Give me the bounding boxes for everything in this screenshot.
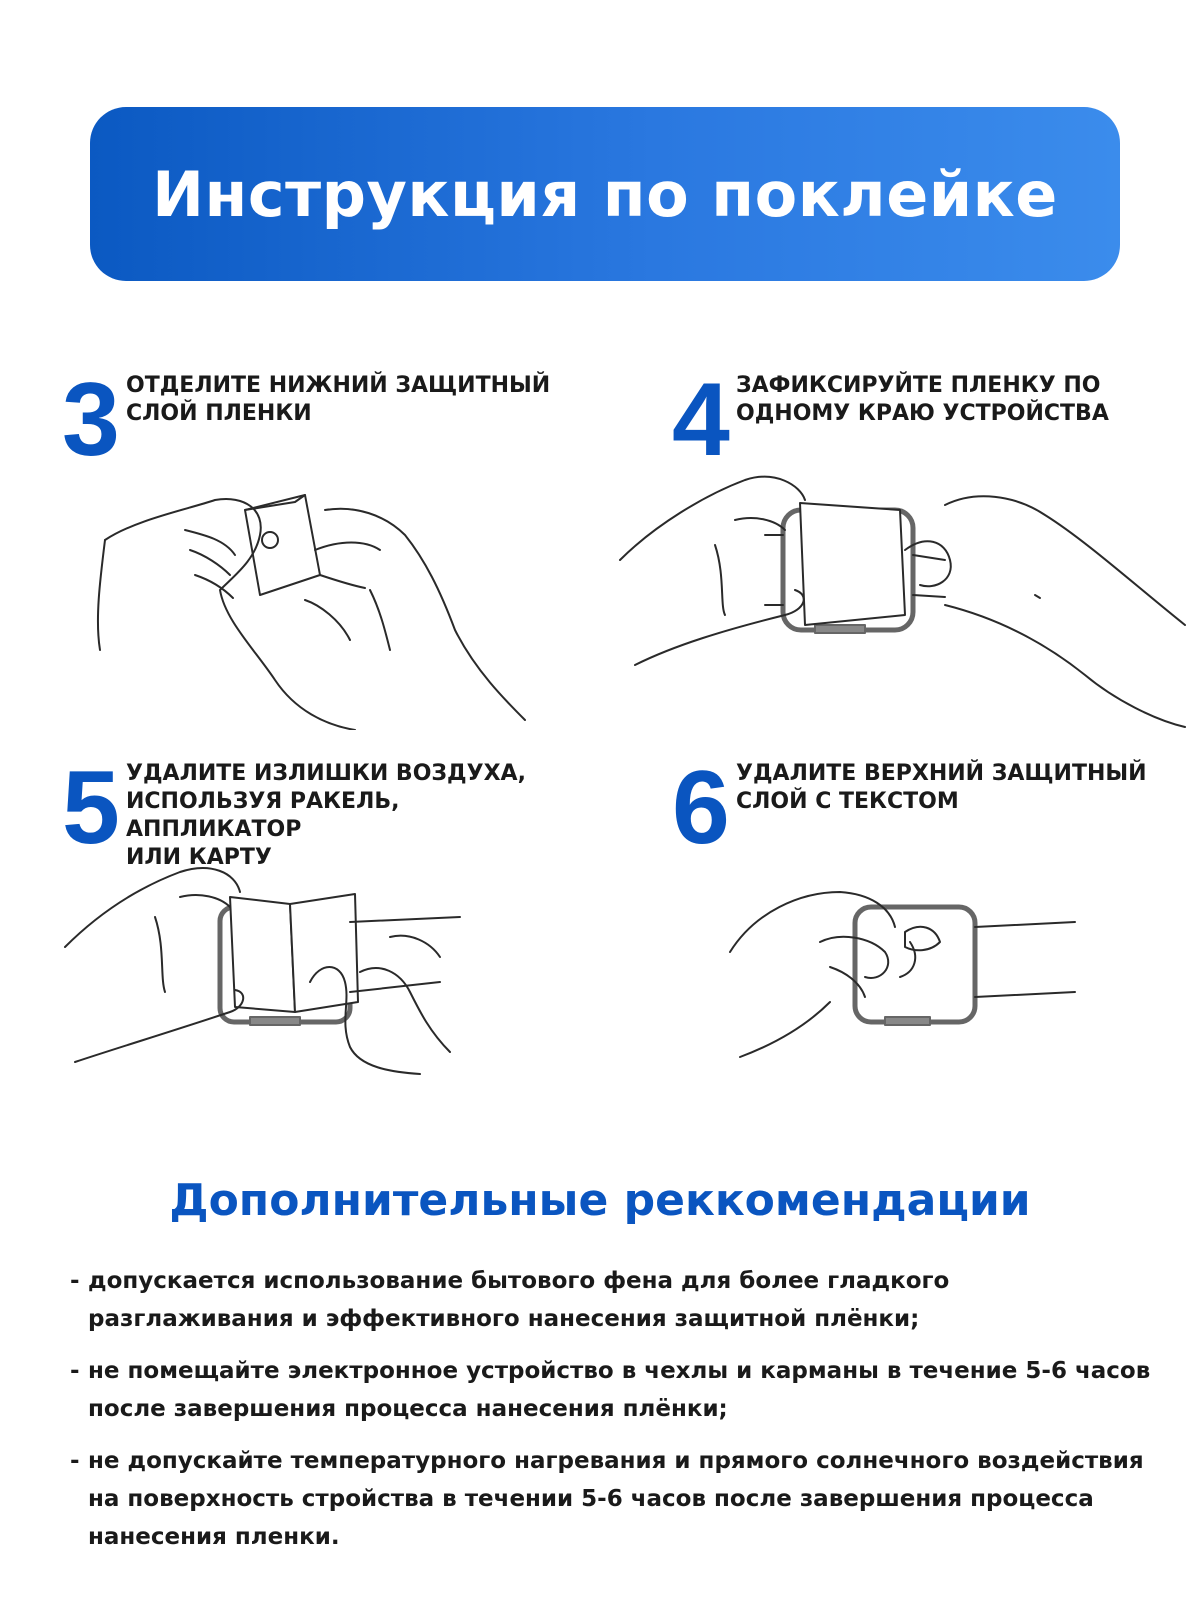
step-3: [62, 362, 582, 478]
list-dash: -: [70, 1358, 80, 1384]
step-number: 4: [672, 362, 730, 478]
list-item: [70, 1352, 1160, 1428]
step-text: ЗАФИКСИРУЙТЕ ПЛЕНКУ ПО ОДНОМУ КРАЮ УСТРОЙСТВА: [736, 373, 1109, 426]
list-item-text: не допускайте температурного нагревания и прямого солнечного воздействия на поверхность стройства в течении 5-6 часов после завершения процесса нанесения пленки.: [88, 1448, 1144, 1550]
recommendations-title: Дополнительные реккомендации: [169, 1175, 1031, 1226]
step-6: [672, 750, 1192, 866]
step-text: ОТДЕЛИТЕ НИЖНИЙ ЗАЩИТНЫЙ СЛОЙ ПЛЕНКИ: [126, 373, 551, 426]
step-4: [672, 362, 1192, 478]
list-dash: -: [70, 1448, 80, 1474]
hands-peeling-film-illustration: [95, 480, 535, 730]
step-text: УДАЛИТЕ ВЕРХНИЙ ЗАЩИТНЫЙ СЛОЙ С ТЕКСТОМ: [736, 761, 1147, 814]
list-item-text: не помещайте электронное устройство в чехлы и карманы в течение 5-6 часов после завершения процесса нанесения плёнки;: [88, 1358, 1151, 1422]
list-item: [70, 1442, 1160, 1556]
hands-fixing-film-on-watch-illustration: [615, 465, 1190, 730]
step-number: 5: [62, 750, 120, 866]
recommendations-list: [70, 1262, 1160, 1570]
list-item-text: допускается использование бытового фена для более гладкого разглаживания и эффективного нанесения защитной плёнки;: [88, 1268, 950, 1332]
step-5: [62, 750, 582, 870]
step-number: 3: [62, 362, 120, 478]
title-banner: [90, 107, 1120, 281]
list-item: [70, 1262, 1160, 1338]
page-title: Инструкция по поклейке: [152, 157, 1058, 231]
step-number: 6: [672, 750, 730, 866]
step-text: УДАЛИТЕ ИЗЛИШКИ ВОЗДУХА, ИСПОЛЬЗУЯ РАКЕЛЬ, АППЛИКАТОР ИЛИ КАРТУ: [126, 761, 526, 870]
list-dash: -: [70, 1268, 80, 1294]
hands-smoothing-film-illustration: [60, 862, 480, 1077]
hand-removing-top-layer-illustration: [720, 882, 1080, 1062]
